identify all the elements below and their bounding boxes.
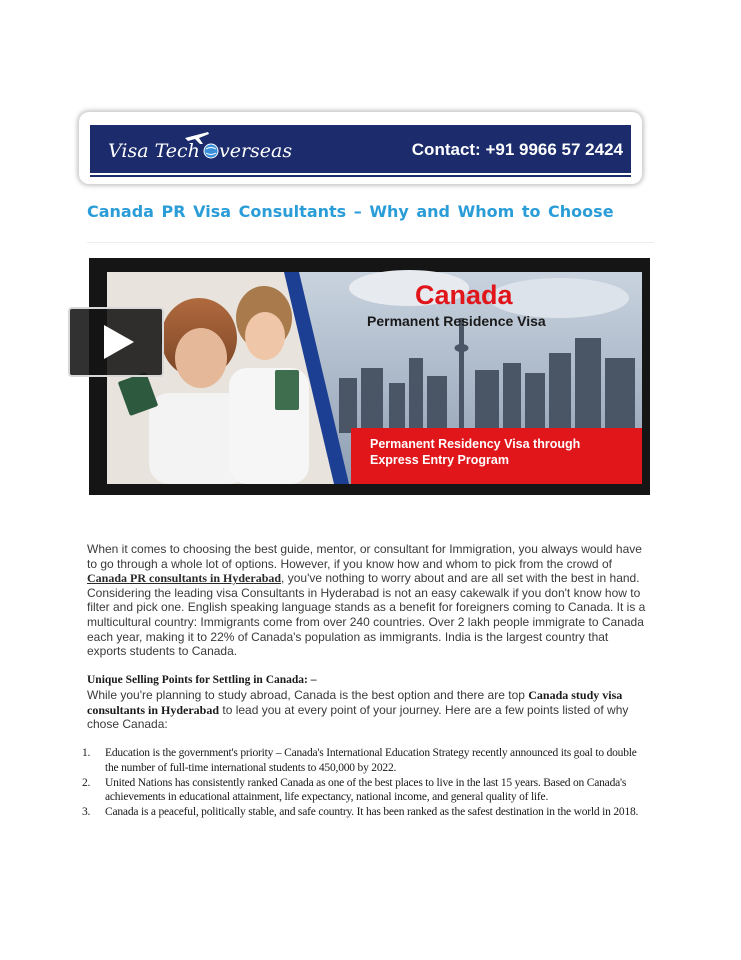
hero-caption: Permanent Residency Visa through Express Entry Program [370,437,581,467]
intro-text-1: When it comes to choosing the best guide, mentor, or consultant for Immigration, you always would have to go through a whole lot of options. However, if you know how and whom to pick from the crowd of [87,542,642,571]
list-item [82,776,648,806]
play-button[interactable] [68,307,164,377]
usp-paragraph [87,688,647,732]
list-item-number: 1. [82,747,91,759]
globe-icon [203,143,219,159]
hero-title: Canada [415,280,513,310]
canada-pr-consultants-link[interactable]: Canada PR consultants in Hyderabad [87,571,282,586]
hero-subtitle: Permanent Residence Visa [367,313,546,329]
list-item-text: Canada is a peaceful, politically stable, and safe country. It has been ranked as the safest destination in the world in 2018. [105,806,639,819]
list-item-text: Education is the government's priority – Canada's International Education Strategy recently announced its goal to double the number of full-time international students to 450,000 by 2022. [105,747,637,774]
list-item [82,746,648,776]
contact-phone[interactable]: Contact: +91 9966 57 2424 [411,140,623,159]
intro-paragraph [87,542,647,659]
company-logo [108,128,298,170]
list-item-number: 3. [82,806,91,819]
usp-text-1: While you're planning to study abroad, Canada is the best option and there are top [87,688,529,702]
logo-text-right: verseas [219,140,293,162]
page-title: Canada PR Visa Consultants – Why and Whom to Choose [87,202,614,221]
reasons-list [82,746,648,820]
usp-heading: Unique Selling Points for Settling in Canada: – [87,674,317,686]
usp-bold-text: Canada study visa consultants in Hyderabad [87,688,623,717]
logo-text-left: Visa Tech [108,140,200,162]
list-item-number: 2. [82,776,91,789]
title-divider [87,242,654,243]
list-item [82,805,648,820]
list-item-text: United Nations has consistently ranked Canada as one of the best places to live in the last 15 years. Based on Canada's achievements in educational attainment, life expectancy, national income, and general quality of life. [105,776,627,804]
usp-text-2: to lead you at every point of your journey. Here are a few points listed of why chose Canada: [87,702,629,732]
play-icon [104,325,134,359]
intro-text-2: , you've nothing to worry about and are all set with the best in hand. Considering the leading visa Consultants in Hyderabad is not an easy cakewalk if you don't know how to filter and pick one. English speaking language stands as a benefit for foreigners coming to Canada. It is a multicultural country: Immigrants come from over 240 countries. Over 2 lakh people immigrate to Canada each year, making it to 22% of Canada's population as immigrants. India is the largest country that exports students to Canada. [87,571,646,659]
banner-underline [90,175,631,177]
hero-image [89,258,650,495]
